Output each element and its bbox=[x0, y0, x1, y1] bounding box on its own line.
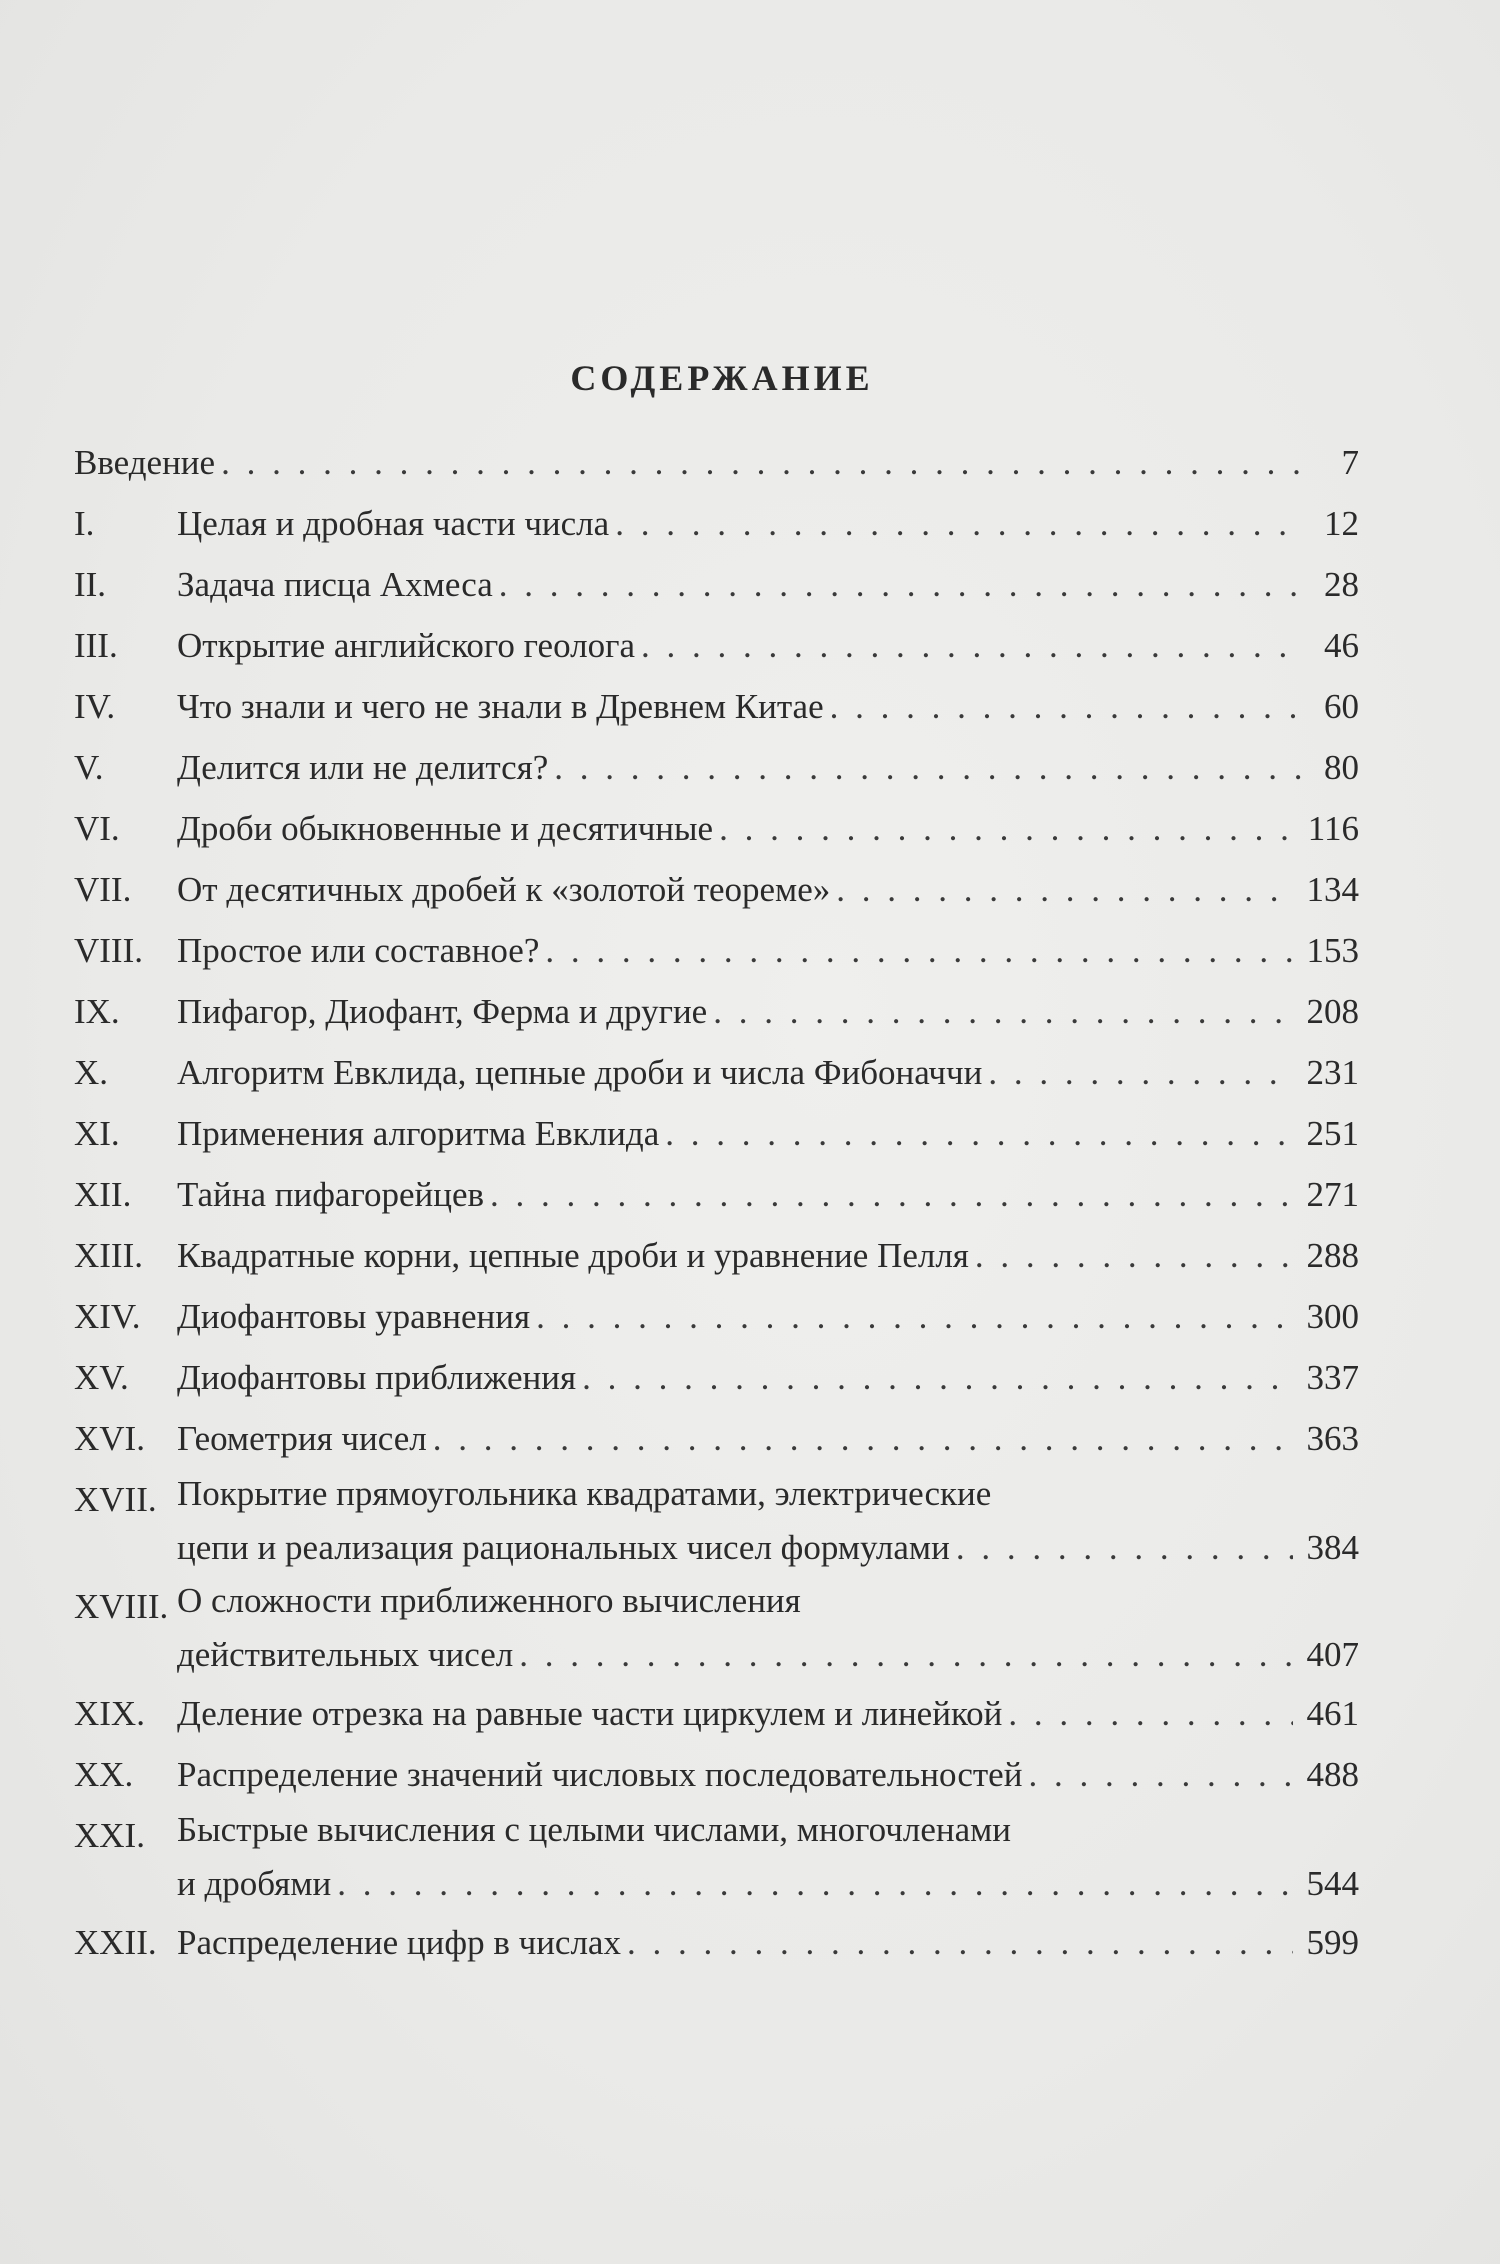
chapter-title: Покрытие прямоугольника квадратами, электрические bbox=[177, 1474, 992, 1513]
page-number: 337 bbox=[1306, 1358, 1359, 1397]
chapter-number: XVIII. bbox=[74, 1587, 169, 1626]
toc-entry bbox=[74, 1347, 1359, 1408]
chapter-number: VII. bbox=[74, 870, 132, 909]
dot-leader bbox=[490, 1164, 1292, 1225]
page-number: 153 bbox=[1306, 931, 1359, 970]
chapter-title: Введение bbox=[74, 443, 216, 482]
chapter-title: и дробями bbox=[177, 1864, 332, 1903]
page-number: 488 bbox=[1306, 1755, 1359, 1794]
toc-entry bbox=[74, 920, 1359, 981]
dot-leader bbox=[433, 1408, 1293, 1469]
toc-entry bbox=[74, 493, 1359, 554]
chapter-title: Диофантовы приближения bbox=[177, 1358, 577, 1397]
page-number: 134 bbox=[1306, 870, 1359, 909]
chapter-title: Распределение значений числовых последовательностей bbox=[177, 1755, 1023, 1794]
page-number: 407 bbox=[1306, 1635, 1359, 1674]
chapter-title: Открытие английского геолога bbox=[177, 626, 635, 665]
page-number: 231 bbox=[1306, 1053, 1359, 1092]
dot-leader bbox=[615, 493, 1305, 554]
toc-entry bbox=[74, 1469, 1359, 1576]
page-number: 461 bbox=[1306, 1694, 1359, 1733]
chapter-number: XI. bbox=[74, 1114, 120, 1153]
chapter-title: Диофантовы уравнения bbox=[177, 1297, 531, 1336]
toc-entry bbox=[74, 737, 1359, 798]
chapter-title: Применения алгоритма Евклида bbox=[177, 1114, 660, 1153]
dot-leader bbox=[988, 1042, 1292, 1103]
dot-leader bbox=[713, 981, 1292, 1042]
chapter-number: XII. bbox=[74, 1175, 132, 1214]
dot-leader bbox=[554, 737, 1305, 798]
chapter-number: VIII. bbox=[74, 931, 143, 970]
page-number: 60 bbox=[1324, 687, 1359, 726]
page-number: 599 bbox=[1306, 1923, 1359, 1962]
page-number: 384 bbox=[1306, 1528, 1359, 1567]
chapter-title: Алгоритм Евклида, цепные дроби и числа Фибоначчи bbox=[177, 1053, 983, 1092]
dot-leader bbox=[545, 920, 1292, 981]
dot-leader bbox=[836, 859, 1292, 920]
toc-entry bbox=[74, 554, 1359, 615]
page-number: 251 bbox=[1306, 1114, 1359, 1153]
page-number: 363 bbox=[1306, 1419, 1359, 1458]
chapter-title: О сложности приближенного вычисления bbox=[177, 1581, 801, 1620]
chapter-title: Пифагор, Диофант, Ферма и другие bbox=[177, 992, 708, 1031]
dot-leader bbox=[956, 1519, 1293, 1576]
table-of-contents bbox=[74, 432, 1359, 1973]
toc-entry bbox=[74, 1103, 1359, 1164]
toc-entry bbox=[74, 1912, 1359, 1973]
chapter-number: III. bbox=[74, 626, 118, 665]
page-title: СОДЕРЖАНИЕ bbox=[570, 358, 874, 398]
page-number: 288 bbox=[1306, 1236, 1359, 1275]
toc-entry bbox=[74, 432, 1359, 493]
chapter-number: XX. bbox=[74, 1755, 134, 1794]
page-number: 116 bbox=[1307, 809, 1359, 848]
chapter-number: I. bbox=[74, 504, 95, 543]
chapter-title: Быстрые вычисления с целыми числами, многочленами bbox=[177, 1810, 1012, 1849]
dot-leader bbox=[641, 615, 1305, 676]
toc-entry bbox=[74, 1164, 1359, 1225]
chapter-number: V. bbox=[74, 748, 104, 787]
chapter-number: IX. bbox=[74, 992, 120, 1031]
chapter-number: XIV. bbox=[74, 1297, 141, 1336]
dot-leader bbox=[1008, 1683, 1292, 1744]
toc-entry bbox=[74, 981, 1359, 1042]
chapter-title: Делится или не делится? bbox=[177, 748, 549, 787]
page-number: 80 bbox=[1324, 748, 1359, 787]
chapter-title: Деление отрезка на равные части циркулем и линейкой bbox=[177, 1694, 1003, 1733]
dot-leader bbox=[499, 554, 1305, 615]
toc-entry bbox=[74, 1286, 1359, 1347]
dot-leader bbox=[519, 1626, 1292, 1683]
chapter-title: Целая и дробная части числа bbox=[177, 504, 610, 543]
chapter-title: Задача писца Ахмеса bbox=[177, 565, 493, 604]
dot-leader bbox=[665, 1103, 1292, 1164]
toc-entry bbox=[74, 1744, 1359, 1805]
chapter-title: Простое или составное? bbox=[177, 931, 540, 970]
chapter-number: II. bbox=[74, 565, 107, 604]
chapter-title: Распределение цифр в числах bbox=[177, 1923, 621, 1962]
dot-leader bbox=[975, 1225, 1293, 1286]
chapter-number: X. bbox=[74, 1053, 109, 1092]
chapter-number: XXI. bbox=[74, 1816, 145, 1855]
chapter-title: цепи и реализация рациональных чисел формулами bbox=[177, 1528, 950, 1567]
chapter-number: XV. bbox=[74, 1358, 129, 1397]
toc-entry bbox=[74, 1408, 1359, 1469]
chapter-title: Квадратные корни, цепные дроби и уравнение Пелля bbox=[177, 1236, 969, 1275]
toc-entry bbox=[74, 1042, 1359, 1103]
chapter-title: Дроби обыкновенные и десятичные bbox=[177, 809, 714, 848]
chapter-number: XIX. bbox=[74, 1694, 145, 1733]
dot-leader bbox=[582, 1347, 1292, 1408]
page-number: 46 bbox=[1324, 626, 1359, 665]
chapter-number: XVI. bbox=[74, 1419, 145, 1458]
page-number: 208 bbox=[1306, 992, 1359, 1031]
chapter-number: IV. bbox=[74, 687, 116, 726]
chapter-title: Геометрия чисел bbox=[177, 1419, 427, 1458]
chapter-title: Что знали и чего не знали в Древнем Китае bbox=[177, 687, 824, 726]
page-number: 544 bbox=[1306, 1864, 1359, 1903]
toc-entry bbox=[74, 798, 1359, 859]
chapter-number: XVII. bbox=[74, 1480, 157, 1519]
chapter-number: XIII. bbox=[74, 1236, 143, 1275]
toc-entry bbox=[74, 676, 1359, 737]
toc-entry bbox=[74, 1683, 1359, 1744]
toc-entry bbox=[74, 859, 1359, 920]
dot-leader bbox=[719, 798, 1294, 859]
toc-entry bbox=[74, 615, 1359, 676]
dot-leader bbox=[830, 676, 1305, 737]
chapter-title: действительных чисел bbox=[177, 1635, 514, 1674]
dot-leader bbox=[221, 432, 1305, 493]
dot-leader bbox=[536, 1286, 1292, 1347]
page-number: 271 bbox=[1306, 1175, 1359, 1214]
page-number: 28 bbox=[1324, 565, 1359, 604]
page-number: 12 bbox=[1324, 504, 1359, 543]
page-number: 7 bbox=[1341, 443, 1359, 482]
dot-leader bbox=[337, 1855, 1292, 1912]
dot-leader bbox=[627, 1912, 1293, 1973]
toc-entry bbox=[74, 1576, 1359, 1683]
dot-leader bbox=[1028, 1744, 1292, 1805]
chapter-title: Тайна пифагорейцев bbox=[177, 1175, 485, 1214]
toc-entry bbox=[74, 1805, 1359, 1912]
chapter-number: XXII. bbox=[74, 1923, 157, 1962]
chapter-title: От десятичных дробей к «золотой теореме» bbox=[177, 870, 831, 909]
chapter-number: VI. bbox=[74, 809, 120, 848]
toc-entry bbox=[74, 1225, 1359, 1286]
page-number: 300 bbox=[1306, 1297, 1359, 1336]
